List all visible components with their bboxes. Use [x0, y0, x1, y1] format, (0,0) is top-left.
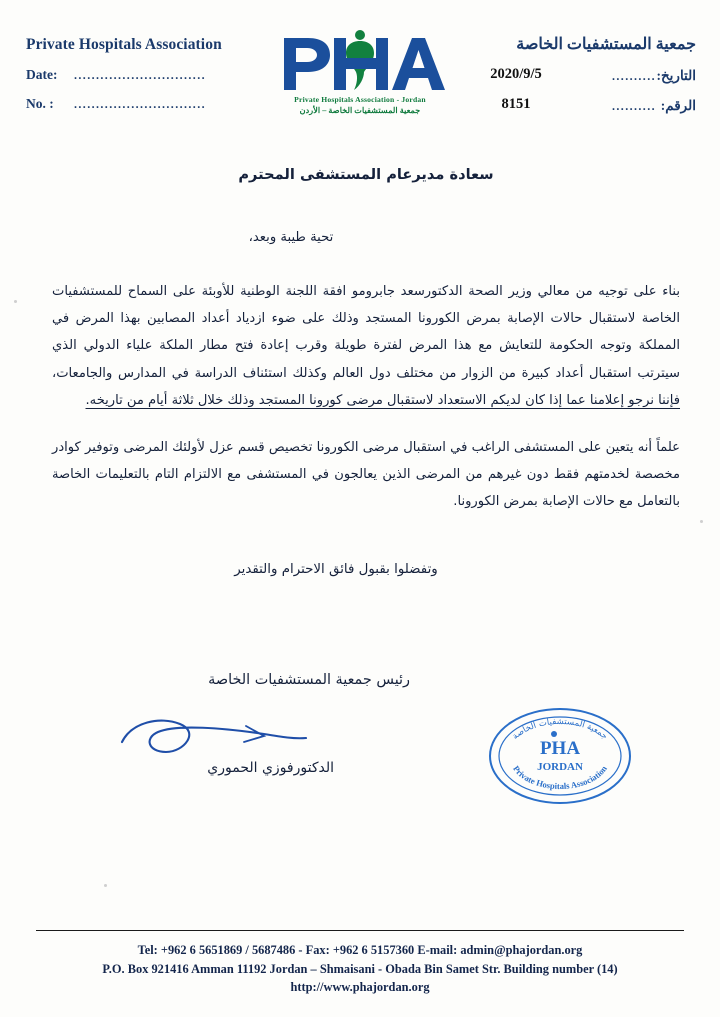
- number-field-row: [26, 96, 276, 112]
- number-value: 8151: [501, 96, 531, 112]
- svg-text:جمعية المستشفيات الخاصة: جمعية المستشفيات الخاصة: [510, 716, 610, 742]
- logo-mark: [260, 28, 460, 94]
- scan-speck: [700, 520, 703, 523]
- date-label-ar: التاريخ:: [656, 68, 696, 83]
- date-dots-ar: ..........: [612, 69, 656, 83]
- greeting: تحية طيبة وبعد،: [248, 230, 334, 246]
- logo-subtitle-ar: جمعية المستشفيات الخاصة – الأردن: [299, 106, 421, 115]
- number-label-ar: الرقم:: [660, 98, 696, 113]
- association-logo: [260, 28, 460, 115]
- organization-name-ar: جمعية المستشفيات الخاصة: [516, 36, 696, 53]
- salutation: سعادة مديرعام المستشفى المحترم: [238, 166, 494, 183]
- paragraph-1-text: بناء على توجيه من معالي وزير الصحة الدكتورسعد جابرومو افقة اللجنة الوطنية للأوبئة على السماح للمستشفيات الخاصة لاستقبال حالات الإصابة بمرض الكورونا المستجد وذلك على ضوء ازدياد أعداد المصابين بهذا المرض في المملكة وتوجه الحكومة للتعايش مع هذا المرض لفترة طويلة وقرب إعادة فتح مطار الملكة علياء الدولي الذي سيترتب استقبال أعداد كبيرة من الزوار من مختلف دول العالم وكذلك استئناف الدراسة في المدارس والجامعات،: [52, 283, 680, 381]
- date-row-ar: [446, 66, 696, 84]
- footer-contact-line: Tel: +962 6 5651869 / 5687486 - Fax: +962 6 5157360 E-mail: admin@phajordan.org: [137, 943, 583, 957]
- svg-text:JORDAN: JORDAN: [537, 761, 583, 773]
- date-label: Date:: [26, 67, 58, 82]
- signatory-title: رئيس جمعية المستشفيات الخاصة: [208, 672, 410, 688]
- letter-body: [52, 160, 680, 584]
- scan-speck: [14, 300, 17, 303]
- date-dotted-line: ..............................: [74, 68, 206, 82]
- svg-text:PHA: PHA: [539, 738, 581, 759]
- paragraph-1-emphasis: فإننا نرجو إعلامنا عما إذا كان لديكم الاستعداد لاستقبال مرضى كورونا المستجد وذلك خلال ثلاثة أيام من تاريخه.: [85, 392, 680, 408]
- signatory-name: الدكتورفوزي الحموري: [207, 760, 334, 776]
- footer: [0, 941, 720, 997]
- official-stamp: [486, 704, 634, 808]
- paragraph-2: علماً أنه يتعين على المستشفى الراغب في استقبال مرضى الكورونا تخصيص قسم عزل لأولئك المرضى وتوفير كوادر مخصصة لخدمتهم فقط دون غيرهم من المرضى الذين يعالجون في المستشفى مع الالتزام التام بالتعليمات الخاصة بالتعامل مع حالات الإصابة بمرض الكورونا.: [52, 439, 680, 510]
- logo-subtitle-en: Private Hospitals Association - Jordan: [294, 95, 426, 104]
- date-value: 2020/9/5: [490, 66, 542, 82]
- signature-block: [60, 672, 674, 802]
- date-field-row: [26, 67, 276, 83]
- letterhead-left: [26, 36, 276, 112]
- scan-speck: [104, 884, 107, 887]
- paragraph-1: [52, 278, 680, 414]
- number-dotted-line: ..............................: [74, 97, 206, 111]
- number-label: No. :: [26, 96, 54, 111]
- footer-address-line: P.O. Box 921416 Amman 11192 Jordan – Shmaisani - Obada Bin Samet Str. Building number (14): [102, 961, 618, 976]
- number-row-ar: [446, 96, 696, 114]
- closing-line: وتفضلوا بقبول فائق الاحترام والتقدير: [234, 561, 438, 577]
- organization-name-en: Private Hospitals Association: [26, 36, 222, 53]
- handwritten-signature: [114, 712, 314, 764]
- footer-website[interactable]: http://www.phajordan.org: [290, 980, 430, 995]
- svg-text:Private Hospitals Association: Private Hospitals Association: [511, 763, 609, 792]
- pha-logo-icon: [260, 28, 460, 94]
- letterhead-header: [0, 28, 720, 138]
- number-dots-ar: ..........: [612, 99, 656, 113]
- footer-divider: [36, 930, 684, 931]
- letterhead-right: [446, 34, 696, 114]
